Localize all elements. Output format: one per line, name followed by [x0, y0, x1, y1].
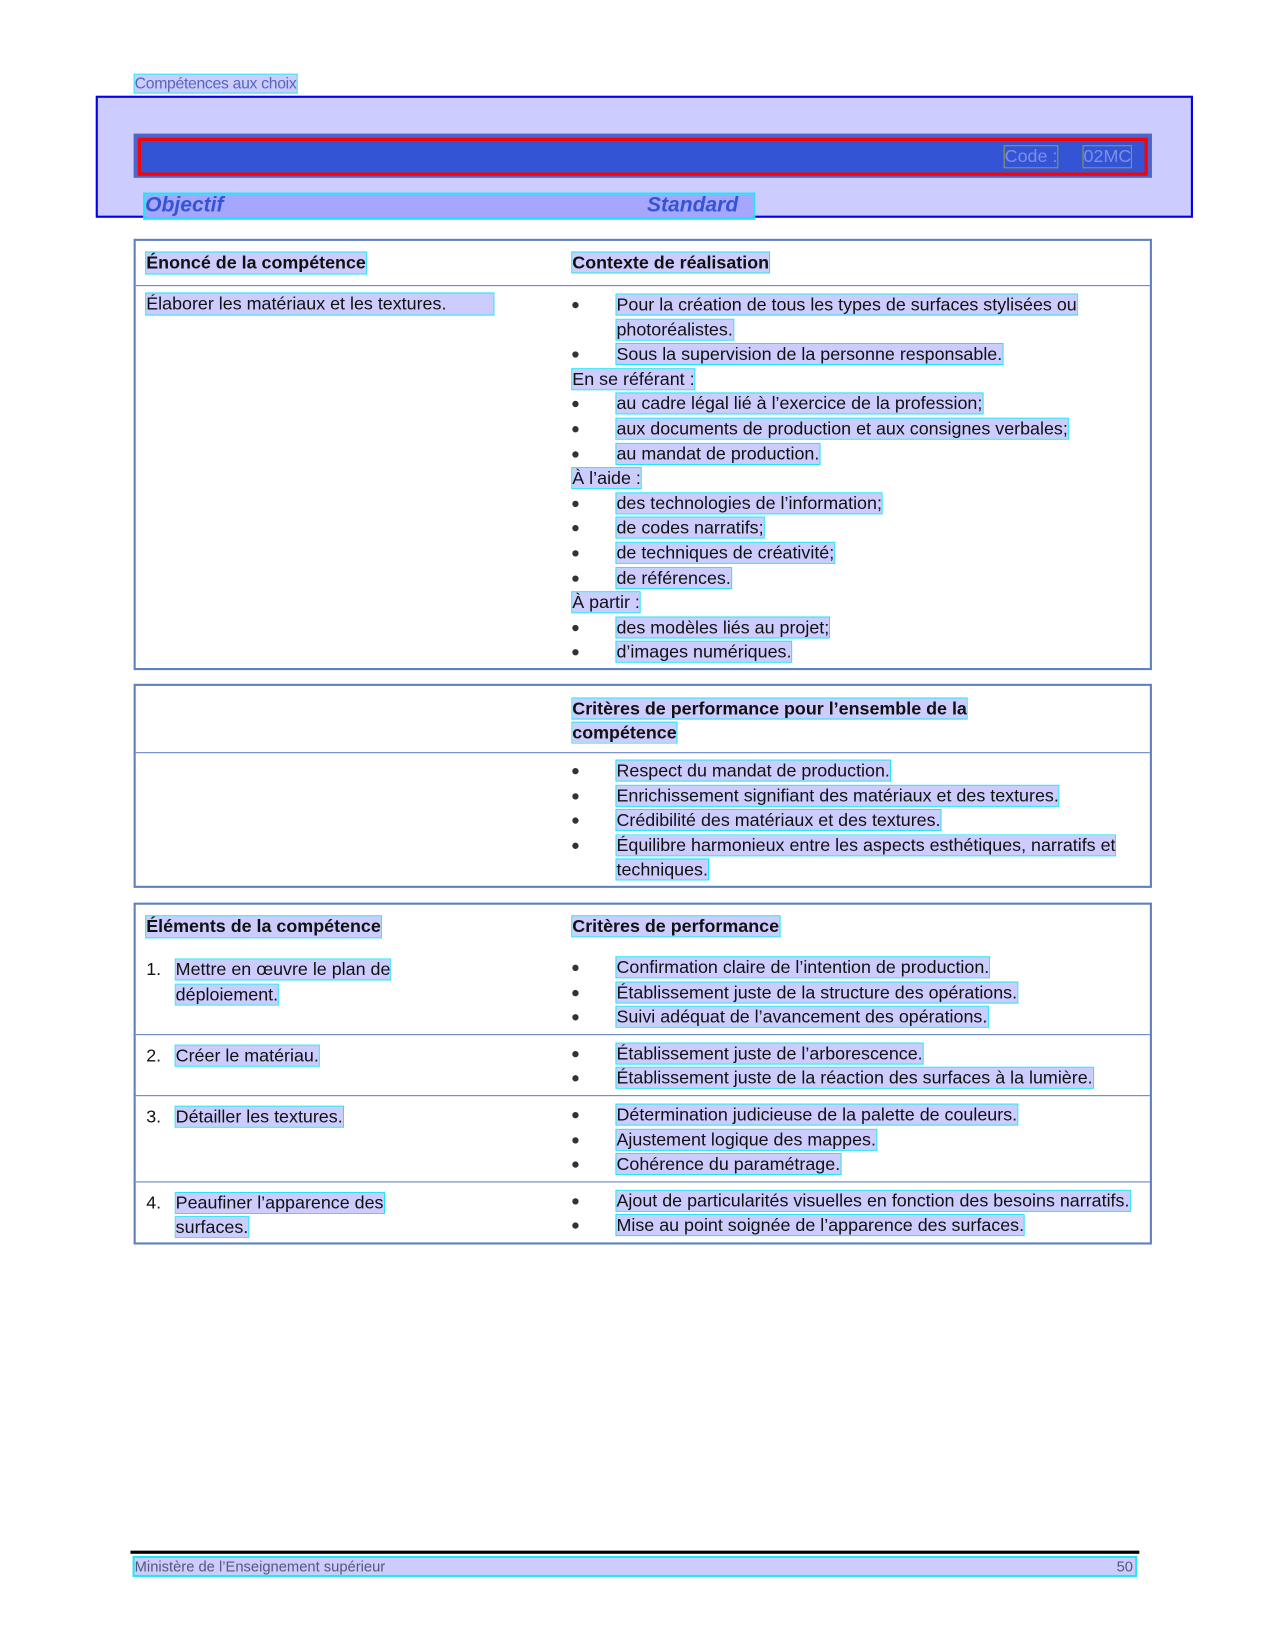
- criteria-list: [572, 1188, 1150, 1238]
- objective-standard-heading: [145, 195, 753, 218]
- list-item-text: au cadre légal lié à l’exercice de la profession;: [616, 393, 983, 414]
- list-subheading: [572, 590, 1139, 615]
- bullet-icon: [572, 1162, 578, 1168]
- objective-label: Objectif: [145, 193, 224, 217]
- list-item: [572, 441, 1139, 466]
- bullet-icon: [572, 793, 578, 799]
- list-item-text: Établissement juste de la structure des opérations.: [616, 982, 1018, 1003]
- list-item-text: Sous la supervision de la personne responsable.: [616, 344, 1003, 365]
- criteria-list: [572, 1102, 1150, 1176]
- list-item: [572, 1152, 1139, 1177]
- list-item: [572, 833, 1139, 883]
- list-item: [572, 541, 1139, 566]
- list-item: [572, 1102, 1139, 1127]
- bullet-icon: [572, 842, 578, 848]
- element-item: [146, 1105, 567, 1130]
- code-bar-inner: [138, 138, 1148, 176]
- list-item: [572, 783, 1139, 808]
- element-text: [176, 957, 439, 1007]
- table-header-row: [136, 241, 1150, 285]
- list-item: [572, 808, 1139, 833]
- list-item-text: Pour la création de tous les types de surfaces stylisées ou photoréalistes.: [616, 294, 1077, 340]
- bullet-icon: [572, 1014, 578, 1020]
- bullet-icon: [572, 768, 578, 774]
- criteria-list: [572, 955, 1150, 1029]
- code-value: 02MC: [1083, 146, 1132, 167]
- list-item: [572, 1041, 1139, 1066]
- bullet-icon: [572, 625, 578, 631]
- table-header-row: [136, 905, 1150, 949]
- list-item: [572, 342, 1139, 367]
- element-text: [176, 1105, 439, 1130]
- list-item-text: Établissement juste de la réaction des surfaces à la lumière.: [616, 1068, 1093, 1089]
- list-item: [572, 1005, 1139, 1030]
- list-subheading-text: À partir :: [572, 592, 640, 613]
- list-item-text: de références.: [616, 567, 731, 588]
- list-item-text: Ajout de particularités visuelles en fonction des besoins narratifs.: [616, 1190, 1130, 1211]
- bullet-icon: [572, 401, 578, 407]
- table-row: [136, 752, 1150, 886]
- list-item-text: Cohérence du paramétrage.: [616, 1154, 841, 1175]
- element-item: [146, 957, 567, 1007]
- bullet-icon: [572, 550, 578, 556]
- list-item: [572, 292, 1139, 342]
- list-item-text: des technologies de l’information;: [616, 493, 882, 514]
- elements-table: [134, 903, 1152, 1245]
- criteria-header: Critères de performance: [572, 916, 780, 937]
- list-item: [572, 955, 1139, 980]
- bullet-icon: [572, 525, 578, 531]
- bullet-icon: [572, 1076, 578, 1082]
- criteria-list: [572, 1041, 1150, 1091]
- list-item: [572, 516, 1139, 541]
- statement-text: Élaborer les matériaux et les textures.: [146, 294, 493, 315]
- element-number: 3.: [146, 1106, 162, 1127]
- list-item-text: Respect du mandat de production.: [616, 760, 890, 781]
- list-item-text: d’images numériques.: [616, 642, 792, 663]
- list-item: [572, 392, 1139, 417]
- list-item-text: des modèles liés au projet;: [616, 617, 830, 638]
- statement-header: Énoncé de la compétence: [146, 252, 366, 273]
- list-item-text: Mise au point soignée de l’apparence des surfaces.: [616, 1215, 1025, 1236]
- list-item-text: Suivi adéquat de l’avancement des opérations.: [616, 1006, 988, 1027]
- bullet-icon: [572, 965, 578, 971]
- bullet-icon: [572, 1137, 578, 1143]
- footer: [135, 1558, 1135, 1575]
- table-header-row: [136, 686, 1150, 752]
- elements-header: Éléments de la compétence: [146, 916, 381, 937]
- element-number: 2.: [146, 1045, 162, 1066]
- bullet-icon: [572, 451, 578, 457]
- list-item-text: de codes narratifs;: [616, 517, 764, 538]
- footer-rule: [130, 1551, 1139, 1554]
- bullet-icon: [572, 990, 578, 996]
- bullet-icon: [572, 352, 578, 358]
- element-row: [136, 1181, 1150, 1242]
- element-number: 1.: [146, 959, 162, 980]
- list-item-text: Ajustement logique des mappes.: [616, 1129, 876, 1150]
- list-item-text: aux documents de production et aux consignes verbales;: [616, 418, 1068, 439]
- list-item: [572, 1066, 1139, 1091]
- element-text: [176, 1043, 439, 1068]
- element-row: [136, 1095, 1150, 1181]
- list-item-text: Établissement juste de l’arborescence.: [616, 1043, 923, 1064]
- overall-criteria-table: [134, 684, 1152, 888]
- list-item-text: Crédibilité des matériaux et des textures.: [616, 810, 941, 831]
- list-item: [572, 565, 1139, 590]
- list-item: [572, 980, 1139, 1005]
- element-text-content: Créer le matériau.: [175, 1045, 319, 1066]
- context-header: Contexte de réalisation: [572, 252, 770, 273]
- element-item: [146, 1043, 567, 1068]
- list-subheading-text: À l’aide :: [572, 468, 641, 489]
- page-number: 50: [1116, 1558, 1134, 1575]
- standard-label: Standard: [646, 193, 739, 217]
- list-item: [572, 1213, 1139, 1238]
- list-item-text: Confirmation claire de l’intention de production.: [616, 957, 990, 978]
- element-text: [176, 1191, 439, 1241]
- bullet-icon: [572, 302, 578, 308]
- list-item: [572, 417, 1139, 442]
- section-title: Compétences aux choix: [134, 74, 297, 93]
- element-row: [136, 949, 1150, 1034]
- list-item: [572, 1127, 1139, 1152]
- element-text-content: Détailler les textures.: [175, 1106, 343, 1127]
- list-item: [572, 491, 1139, 516]
- bullet-icon: [572, 649, 578, 655]
- list-item-text: de techniques de créativité;: [616, 542, 835, 563]
- list-item: [572, 1188, 1139, 1213]
- context-list: [572, 292, 1150, 664]
- list-item: [572, 640, 1139, 665]
- list-subheading-text: En se référant :: [572, 369, 695, 390]
- list-item-text: au mandat de production.: [616, 443, 820, 464]
- element-item: [146, 1191, 567, 1241]
- competency-statement-table: [134, 239, 1152, 670]
- element-number: 4.: [146, 1192, 162, 1213]
- bullet-icon: [572, 1198, 578, 1204]
- list-item: [572, 615, 1139, 640]
- bullet-icon: [572, 818, 578, 824]
- footer-ministry: Ministère de l’Enseignement supérieur: [134, 1558, 386, 1575]
- code-label: Code :: [1004, 146, 1058, 167]
- list-item-text: Enrichissement signifiant des matériaux et des textures.: [616, 785, 1059, 806]
- bullet-icon: [572, 1223, 578, 1229]
- list-item-text: Détermination judicieuse de la palette de couleurs.: [616, 1104, 1018, 1125]
- overall-criteria-list: [572, 758, 1150, 882]
- list-subheading: [572, 367, 1139, 392]
- list-item-text: Équilibre harmonieux entre les aspects esthétiques, narratifs et techniques.: [616, 835, 1116, 880]
- overall-criteria-header: Critères de performance pour l’ensemble de la compétence: [572, 698, 967, 743]
- bullet-icon: [572, 575, 578, 581]
- bullet-icon: [572, 500, 578, 506]
- element-row: [136, 1034, 1150, 1095]
- list-subheading: [572, 466, 1139, 491]
- list-item: [572, 758, 1139, 783]
- element-text-content: Peaufiner l’apparence des surfaces.: [175, 1192, 384, 1238]
- table-row: [136, 285, 1150, 668]
- bullet-icon: [572, 1112, 578, 1118]
- bullet-icon: [572, 1051, 578, 1057]
- element-text-content: Mettre en œuvre le plan de déploiement.: [175, 959, 391, 1005]
- bullet-icon: [572, 426, 578, 432]
